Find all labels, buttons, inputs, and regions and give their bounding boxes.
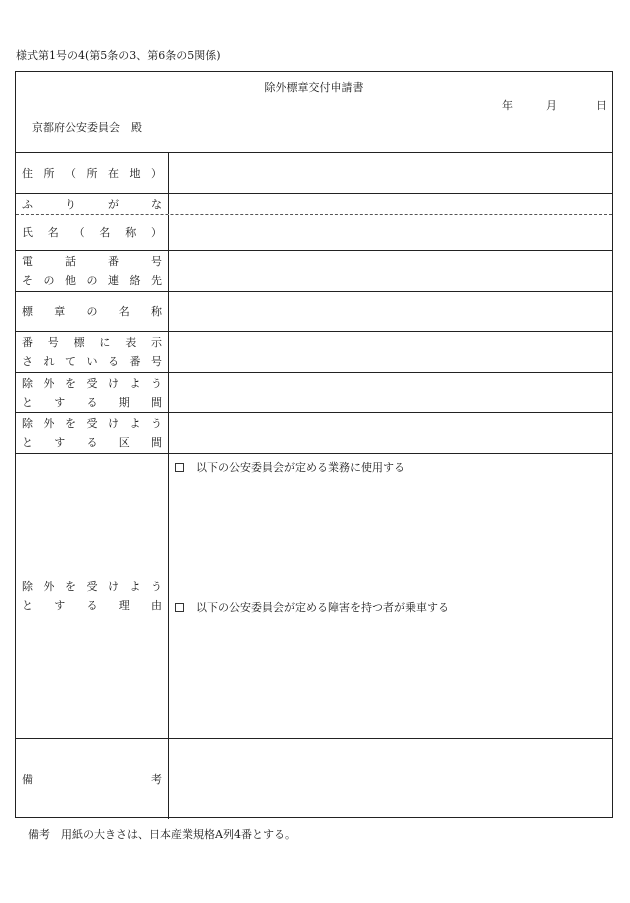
section-row-value-field[interactable] (169, 413, 612, 453)
label-line: ふ り が な (22, 197, 162, 211)
label-line: そ の 他 の 連 絡 先 (22, 274, 162, 287)
label-line: 除 外 を 受 け よ う (22, 580, 162, 593)
address-row (16, 153, 612, 194)
reason-row-value-field[interactable] (169, 454, 612, 738)
plate-number-row-label (16, 332, 169, 372)
name-row-label (16, 215, 169, 250)
remarks-row-value-field[interactable] (169, 739, 612, 819)
remarks-row (16, 739, 612, 819)
label-line: と す る 理 由 (22, 599, 162, 612)
form-title: 除外標章交付申請書 (264, 81, 364, 94)
name-row-value-field[interactable] (169, 215, 612, 250)
addressee: 京都府公安委員会 殿 (32, 121, 142, 134)
reason-option-1[interactable] (175, 459, 405, 475)
label-line: 除 外 を 受 け よ う (22, 376, 162, 390)
reason-option-label: 以下の公安委員会が定める障害を持つ者が乗車する (196, 601, 449, 614)
plate-number-row (16, 332, 612, 373)
phone-row-value-field[interactable] (169, 251, 612, 291)
phone-row-label (16, 251, 169, 291)
furigana-row-label (16, 194, 169, 214)
plate-number-row-value-field[interactable] (169, 332, 612, 372)
section-row-label (16, 413, 169, 453)
label-line: 標 章 の 名 称 (22, 305, 162, 318)
form-header (16, 72, 612, 153)
remarks-row-label (16, 739, 169, 819)
form-reference: 様式第1号の4(第5条の3、第6条の5関係) (16, 49, 221, 62)
label-line: 番 号 標 に 表 示 (22, 336, 162, 349)
date-month-label: 月 (546, 99, 557, 112)
date-year-label: 年 (502, 99, 513, 112)
label-line: と す る 期 間 (22, 395, 162, 409)
checkbox[interactable] (175, 603, 184, 612)
section-row (16, 413, 612, 454)
date-line (502, 97, 606, 113)
label-line: 電 話 番 号 (22, 255, 162, 268)
period-row-value-field[interactable] (169, 373, 612, 412)
label-line: と す る 区 間 (22, 436, 162, 449)
badge-name-row-label (16, 292, 169, 331)
address-row-value-field[interactable] (169, 153, 612, 193)
period-row (16, 373, 612, 413)
footer-note: 備考 用紙の大きさは、日本産業規格A列4番とする。 (28, 828, 296, 841)
address-row-label (16, 153, 169, 193)
reason-row (16, 454, 612, 739)
reason-option-label: 以下の公安委員会が定める業務に使用する (196, 461, 405, 474)
badge-name-row (16, 292, 612, 332)
label-line: 備 考 (22, 772, 162, 786)
label-line: 氏 名 （ 名 称 ） (22, 226, 162, 239)
furigana-row (16, 194, 612, 215)
period-row-label (16, 373, 169, 412)
date-day-label: 日 (596, 99, 607, 112)
label-line: さ れ て い る 番 号 (22, 355, 162, 368)
badge-name-row-value-field[interactable] (169, 292, 612, 331)
furigana-row-value-field[interactable] (169, 194, 612, 214)
application-form (15, 71, 613, 818)
label-line: 除 外 を 受 け よ う (22, 417, 162, 430)
phone-row (16, 251, 612, 292)
reason-row-label (16, 454, 169, 738)
checkbox[interactable] (175, 463, 184, 472)
label-line: 住 所 （ 所 在 地 ） (22, 166, 162, 180)
name-row (16, 215, 612, 251)
reason-option-2[interactable] (175, 599, 449, 615)
